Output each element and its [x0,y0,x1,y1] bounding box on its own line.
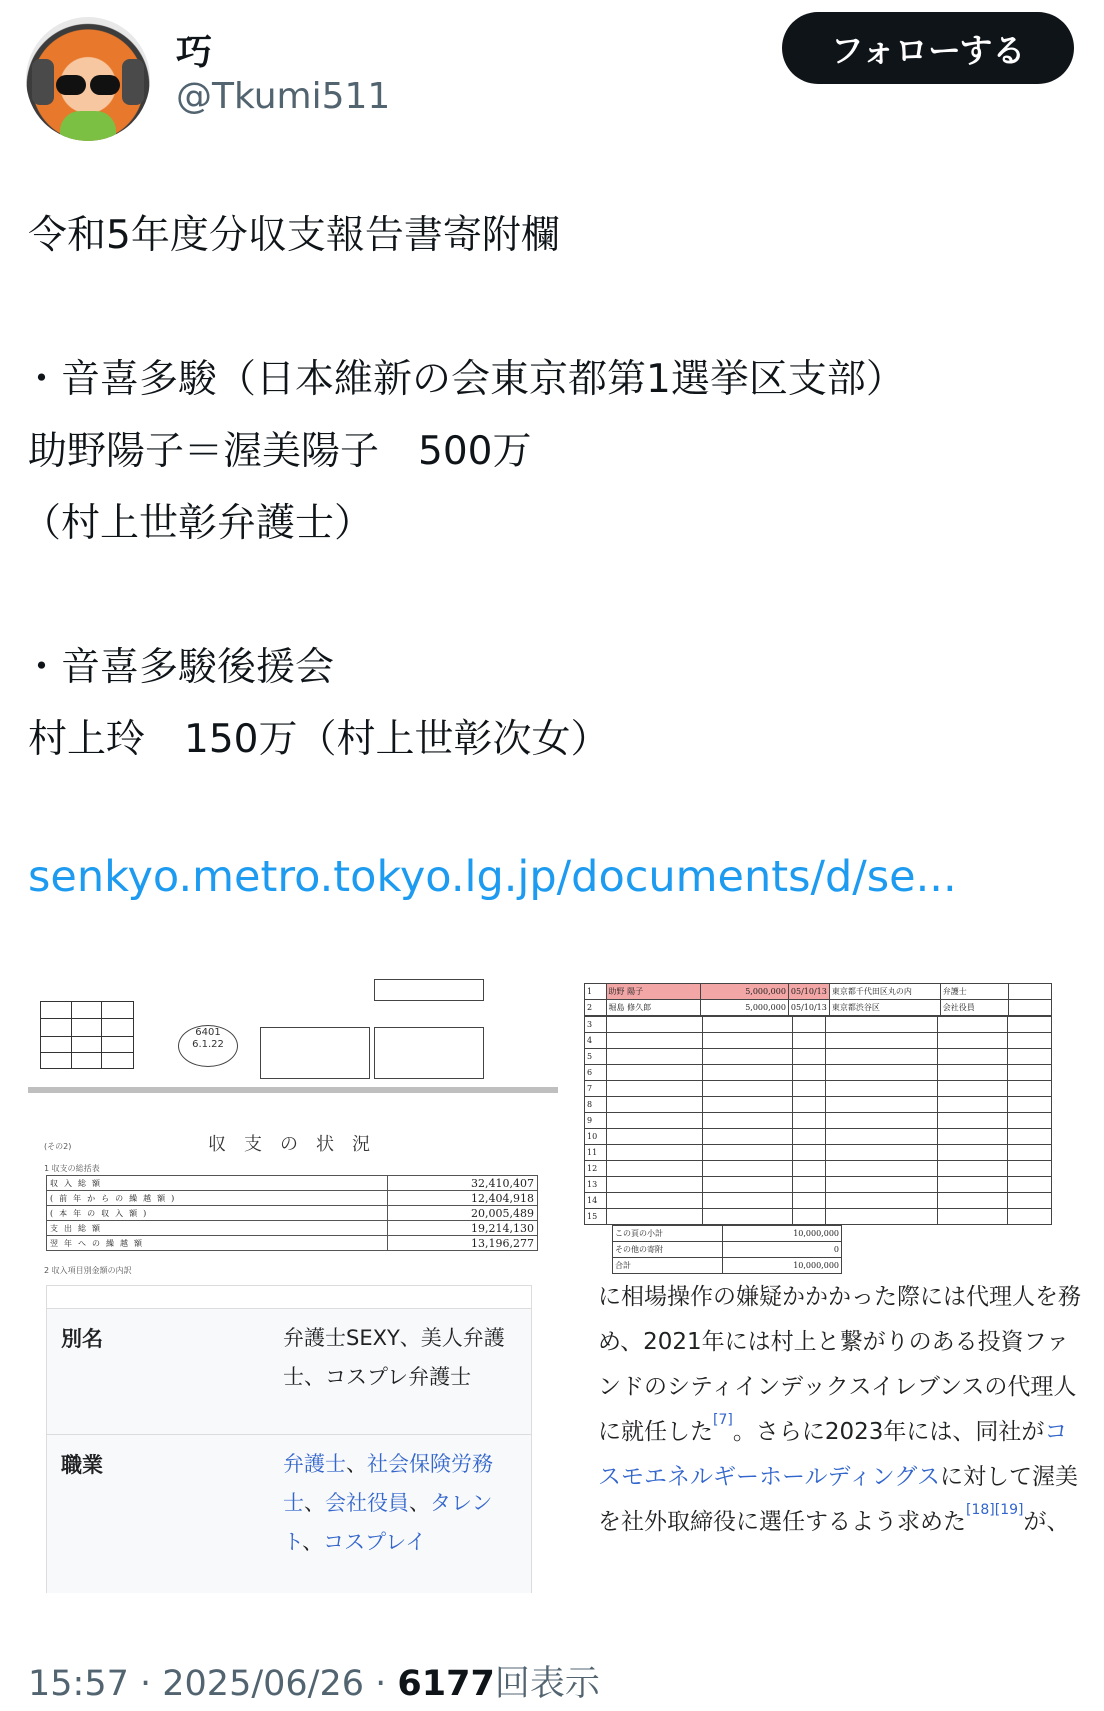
tweet-date[interactable]: 2025/06/26 [162,1664,364,1704]
wiki-link[interactable]: 社会保険労務士 [283,1452,493,1515]
wiki-label: 職業 [61,1453,103,1477]
summary-value: 13,196,277 [388,1236,538,1251]
author-display-name[interactable]: 巧 [176,32,213,73]
tweet-line-blank [28,560,1078,632]
follow-button[interactable]: フォローする [782,12,1074,84]
ledger-amount: 5,000,000 [700,1000,788,1016]
author-handle[interactable]: @Tkumi511 [176,76,391,117]
ledger-totals [612,1225,842,1274]
tweet-meta: 15:57 · 2025/06/26 · 6177回表示 [28,1664,600,1704]
tweet-media-grid [28,975,1094,1593]
ledger-total-value: 10,000,000 [723,1258,842,1274]
wiki-ref[interactable]: [18][19] [966,1502,1024,1518]
tweet-link[interactable]: senkyo.metro.tokyo.lg.jp/documents/d/se... [28,852,957,902]
ledger-amount: 5,000,000 [700,984,788,1000]
table-row: 4 [585,1033,1052,1049]
doc-box-b [374,1027,484,1079]
wiki-value: 弁護士SEXY、美人弁護士、コスプレ弁護士 [283,1326,505,1389]
tweet-header [0,0,1104,150]
table-row [47,1206,538,1221]
ledger-address: 東京都千代田区丸の内 [829,984,940,1000]
table-row: 12 [585,1161,1052,1177]
ledger-total-label: その他の寄附 [613,1242,723,1258]
wiki-text-part: に相場操作の嫌疑かかかった際には代理人を務め、2021年には村上と繋がりのある投資ファンドのシティインデックスイレブンスの代理人に就任した [598,1284,1081,1445]
wiki-link[interactable]: コスモエネルギーホールディングス [598,1419,1068,1490]
doc-section: (その2) [44,1142,72,1151]
donation-ledger [584,983,1094,1273]
ledger-date: 05/10/13 [788,984,829,1000]
wiki-ref[interactable]: [7] [713,1412,733,1428]
tweet-time[interactable]: 15:57 [28,1664,129,1704]
date-stamp-date: 6.1.22 [192,1039,224,1050]
ledger-address: 東京都渋谷区 [829,1000,940,1016]
media-image-1[interactable] [28,975,558,1593]
tweet-line: 助野陽子＝渥美陽子 500万 [28,429,532,474]
ledger-empty-rows [584,1016,1052,1225]
ledger-name: 助野 陽子 [606,984,700,1000]
table-row [47,1236,538,1251]
doc-heading-small-2: 2 収入項目別金額の内訳 [44,1266,132,1275]
doc-title: 収支の状況 [208,1134,388,1155]
avatar-body [60,111,116,141]
table-row [613,1242,842,1258]
doc-divider [28,1087,558,1093]
ledger-job: 弁護士 [940,984,1009,1000]
headphone-left [32,59,54,105]
table-row [585,1000,1052,1016]
headphone-right [122,59,144,105]
summary-value: 12,404,918 [388,1191,538,1206]
date-stamp-num: 6401 [195,1027,221,1038]
table-row: 5 [585,1049,1052,1065]
wiki-link[interactable]: コスプレイ [323,1530,427,1554]
ledger-total-value: 0 [723,1242,842,1258]
doc-heading-small: 1 収支の総括表 [44,1164,100,1173]
view-count: 6177 [397,1664,495,1704]
table-row: 14 [585,1193,1052,1209]
tweet-line: 村上玲 150万（村上世彰次女） [28,717,610,762]
wiki-text-part: 。さらに2023年には、同社が [732,1419,1045,1445]
doc-box-a [260,1027,370,1079]
table-row [613,1226,842,1242]
wiki-label: 別名 [61,1327,103,1351]
ledger-total-value: 10,000,000 [723,1226,842,1242]
table-row [47,1191,538,1206]
table-row: 10 [585,1129,1052,1145]
ledger-no: 2 [585,1000,607,1016]
inkling-avatar-icon[interactable] [26,17,150,141]
tweet-line: （村上世彰弁護士） [22,501,374,546]
wiki-text-part: が、 [1023,1509,1070,1535]
wiki-infobox [46,1285,532,1593]
ledger-no: 1 [585,984,607,1000]
table-row [613,1258,842,1274]
view-count-label: 回表示 [494,1664,600,1704]
summary-label: (本年の収入額) [47,1206,388,1221]
summary-label: 翌年への繰越額 [47,1236,388,1251]
tweet-text [22,200,1078,776]
summary-value: 20,005,489 [388,1206,538,1221]
wiki-link[interactable]: 弁護士 [283,1452,346,1476]
tweet-line: ・音喜多駿（日本維新の会東京都第1選挙区支部） [22,357,905,402]
tweet-line-blank [28,272,1078,344]
summary-label: 収入総額 [47,1176,388,1191]
table-row: 9 [585,1113,1052,1129]
date-stamp [178,1025,238,1067]
table-row: 13 [585,1177,1052,1193]
table-row [47,1221,538,1236]
wiki-article-excerpt [598,1275,1088,1545]
summary-table [46,1175,538,1251]
avatar-eye-left [56,75,86,95]
table-row [47,1176,538,1191]
summary-label: (前年からの繰越額) [47,1191,388,1206]
ledger-total-label: 合計 [613,1258,723,1274]
table-row: 6 [585,1065,1052,1081]
wiki-row-alias [47,1308,531,1434]
table-row: 7 [585,1081,1052,1097]
table-row: 11 [585,1145,1052,1161]
tweet-line: 令和5年度分収支報告書寄附欄 [28,213,560,258]
avatar-eye-right [90,75,120,95]
table-row: 8 [585,1097,1052,1113]
ledger-total-label: この頁の小計 [613,1226,723,1242]
ledger-note [1009,1000,1052,1016]
wiki-text-part: に対して渥美を社外取締役に選任するよう求めた [598,1464,1079,1535]
table-row [585,984,1052,1000]
wiki-link[interactable]: 会社役員 [325,1491,409,1515]
wiki-link[interactable]: タレント [283,1491,493,1554]
doc-box-c [374,979,484,1001]
wiki-value: 弁護士、社会保険労務士、会社役員、タレント、コスプレイ [283,1452,493,1554]
receipt-stamp-grid [40,1001,134,1069]
summary-value: 19,214,130 [388,1221,538,1236]
tweet-line: ・音喜多駿後援会 [22,645,335,690]
ledger-job: 会社役員 [940,1000,1009,1016]
ledger-name: 堀島 修久郎 [606,1000,700,1016]
summary-label: 支出総額 [47,1221,388,1236]
wiki-row-occupation [47,1434,531,1593]
table-row: 15 [585,1209,1052,1225]
ledger-note [1009,984,1052,1000]
summary-value: 32,410,407 [388,1176,538,1191]
ledger-table [584,983,1052,1016]
media-image-2[interactable] [584,975,1094,1593]
table-row: 3 [585,1017,1052,1033]
ledger-date: 05/10/13 [788,1000,829,1016]
